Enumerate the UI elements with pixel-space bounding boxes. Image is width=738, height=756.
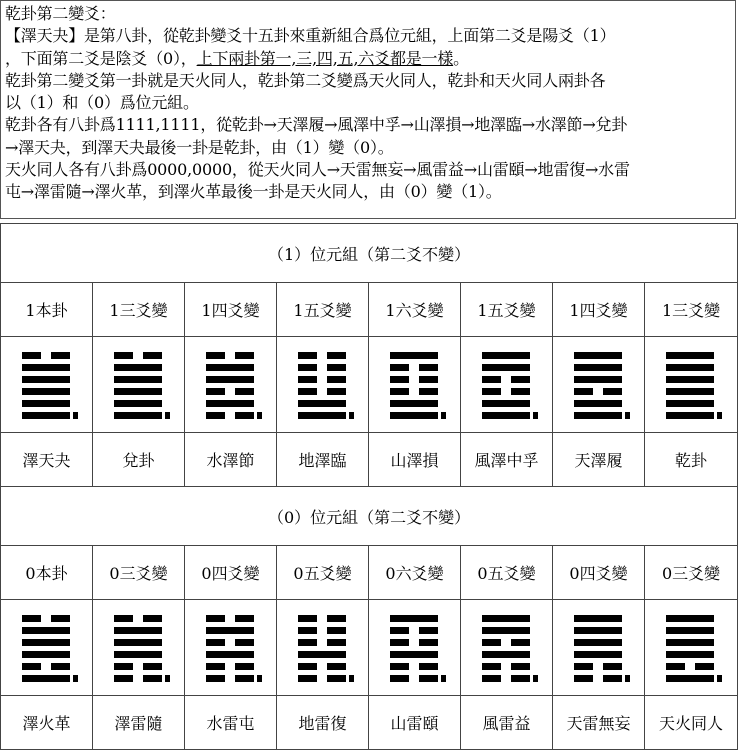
line-marker [257,675,262,682]
hexagram-1-8 [658,350,724,420]
hexagram-cell [645,600,738,696]
yang-line [206,376,254,383]
change-label: 0四爻變 [185,546,277,600]
yin-line-segment [327,615,346,622]
yang-line [666,639,714,646]
yang-line [666,388,714,395]
change-label: 0五爻變 [461,546,553,600]
line-marker [349,675,354,682]
hexagram-name: 地雷復 [277,696,369,750]
yin-line-segment [482,639,501,646]
hexagram-name: 風雷益 [461,696,553,750]
change-label: 1五爻變 [277,283,369,337]
yang-line [666,364,714,371]
yin-line-segment [419,663,438,670]
yin-line-segment [235,388,254,395]
yin-line-segment [51,663,70,670]
yin-line-segment [390,675,409,682]
yang-line [482,615,530,622]
change-label: 0三爻變 [93,546,185,600]
yin-line-segment [22,352,41,359]
yang-line [666,376,714,383]
yin-line-segment [574,663,593,670]
yin-line-segment [695,663,714,670]
yang-line [666,675,714,682]
yang-line [206,400,254,407]
hexagram-2-5 [382,613,448,683]
yang-line [666,627,714,634]
intro-line-2-end: 。 [453,48,469,68]
yang-line [206,651,254,658]
yang-line [22,675,70,682]
yin-line-segment [327,639,346,646]
yin-line-segment [419,376,438,383]
hexagram-name: 山雷頤 [369,696,461,750]
hexagram-2-3 [198,613,264,683]
yang-line [22,388,70,395]
yang-line [22,400,70,407]
yin-line-segment [206,615,225,622]
intro-line-4: 以（1）和（0）爲位元組。 [5,93,199,113]
yin-line-segment [482,376,501,383]
yin-line-segment [298,388,317,395]
yin-line-segment [114,663,133,670]
yang-line [574,352,622,359]
hexagram-cell [93,337,185,433]
yin-line-segment [511,388,530,395]
change-label: 0五爻變 [277,546,369,600]
intro-text-box [0,0,736,219]
hexagram-name: 水澤節 [185,433,277,487]
change-label: 0四爻變 [553,546,645,600]
yang-line [114,364,162,371]
intro-line-2 [5,48,732,70]
hexagram-1-5 [382,350,448,420]
yang-line [482,364,530,371]
hexagram-cell [645,337,738,433]
hexagram-name: 兌卦 [93,433,185,487]
yin-line-segment [511,663,530,670]
yin-line-segment [482,663,501,670]
yang-line [574,412,622,419]
hexagram-2-7 [566,613,632,683]
yin-line-segment [511,376,530,383]
yang-line [114,651,162,658]
hexagram-cell [461,600,553,696]
yang-line [390,615,438,622]
hexagram-cell [461,337,553,433]
hexagram-2-4 [290,613,356,683]
yang-line [114,388,162,395]
yin-line-segment [235,412,254,419]
yang-line [574,627,622,634]
hexagram-table [0,223,738,750]
yin-line-segment [327,627,346,634]
change-label: 1本卦 [1,283,93,337]
intro-heading: 乾卦第二變爻： [5,4,116,23]
yin-line-segment [206,663,225,670]
yin-line-segment [206,639,225,646]
yang-line [390,651,438,658]
yang-line [114,639,162,646]
yin-line-segment [390,376,409,383]
yang-line [666,651,714,658]
yin-line-segment [114,615,133,622]
line-marker [165,675,170,682]
intro-line-5: 乾卦各有八卦爲1111,1111，從乾卦→天澤履→風澤中孚→山澤損→地澤臨→水澤節→兌卦 [5,115,628,135]
hexagram-cell [553,600,645,696]
line-marker [533,675,538,682]
change-label: 1三爻變 [93,283,185,337]
hexagram-1-4 [290,350,356,420]
yin-line-segment [327,352,346,359]
yang-line [574,615,622,622]
yang-line [666,400,714,407]
hexagram-name: 澤天夬 [1,433,93,487]
change-label: 1六爻變 [369,283,461,337]
yang-line [574,639,622,646]
hexagram-cell [93,600,185,696]
yin-line-segment [235,675,254,682]
yin-line-segment [511,675,530,682]
change-label: 0六爻變 [369,546,461,600]
yin-line-segment [298,627,317,634]
hexagram-cell [185,337,277,433]
line-marker [717,675,722,682]
hexagram-2-1 [14,613,80,683]
yang-line [114,376,162,383]
yang-line [482,412,530,419]
yang-line [574,400,622,407]
yang-line [482,651,530,658]
yin-line-segment [298,376,317,383]
yang-line [22,364,70,371]
yang-line [206,364,254,371]
change-label: 1五爻變 [461,283,553,337]
hexagram-cell [553,337,645,433]
yang-line [22,627,70,634]
hexagram-cell [369,337,461,433]
yin-line-segment [327,376,346,383]
yin-line-segment [22,663,41,670]
yin-line-segment [327,388,346,395]
line-marker [73,675,78,682]
intro-line-2-start: ，下面第二爻是陰爻（0）， [5,48,197,68]
yin-line-segment [206,675,225,682]
hexagram-1-3 [198,350,264,420]
hexagram-name: 地澤臨 [277,433,369,487]
yang-line [298,412,346,419]
yang-line [22,639,70,646]
yin-line-segment [298,663,317,670]
yang-line [114,627,162,634]
yang-line [574,651,622,658]
yin-line-segment [419,639,438,646]
yang-line [666,352,714,359]
yang-line [390,352,438,359]
change-label: 1三爻變 [645,283,738,337]
yin-line-segment [390,663,409,670]
yang-line [390,412,438,419]
hexagram-1-6 [474,350,540,420]
hexagram-name: 乾卦 [645,433,738,487]
line-marker [349,412,354,419]
change-label: 0本卦 [1,546,93,600]
hexagram-name: 天雷無妄 [553,696,645,750]
yang-line [666,412,714,419]
yin-line-segment [143,663,162,670]
hexagram-name: 天澤履 [553,433,645,487]
line-marker [165,412,170,419]
yin-line-segment [482,388,501,395]
yang-line [390,400,438,407]
intro-line-6: →澤天夬，到澤天夬最後一卦是乾卦，由（1）變（0）。 [5,137,394,157]
hexagram-name: 山澤損 [369,433,461,487]
yin-line-segment [482,675,501,682]
yang-line [574,364,622,371]
yang-line [574,376,622,383]
yin-line-segment [327,364,346,371]
yang-line [482,627,530,634]
hexagram-name: 風澤中孚 [461,433,553,487]
yin-line-segment [574,388,593,395]
hexagram-cell [1,600,93,696]
hexagram-cell [185,600,277,696]
yang-line [666,615,714,622]
yin-line-segment [327,663,346,670]
intro-line-3: 乾卦第二變爻第一卦就是天火同人，乾卦第二爻變爲天火同人，乾卦和天火同人兩卦各 [5,70,606,90]
hexagram-2-2 [106,613,172,683]
yang-line [482,400,530,407]
intro-line-2-underlined: 上下兩卦第一,三,四,五,六爻都是一樣 [196,48,454,68]
yin-line-segment [511,639,530,646]
group-1-title: （1）位元組（第二爻不變） [1,224,738,283]
line-marker [717,412,722,419]
hexagram-name: 澤雷隨 [93,696,185,750]
hexagram-1-2 [106,350,172,420]
yin-line-segment [298,352,317,359]
hexagram-cell [1,337,93,433]
change-label: 0三爻變 [645,546,738,600]
intro-line-8: 屯→澤雷隨→澤火革，到澤火革最後一卦是天火同人，由（0）變（1）。 [5,182,502,202]
yin-line-segment [419,364,438,371]
hexagram-1-7 [566,350,632,420]
yin-line-segment [390,364,409,371]
yin-line-segment [206,352,225,359]
hexagram-1-1 [14,350,80,420]
yin-line-segment [603,388,622,395]
yin-line-segment [298,364,317,371]
yin-line-segment [298,639,317,646]
hexagram-name: 天火同人 [645,696,738,750]
yang-line [206,627,254,634]
hexagram-2-8 [658,613,724,683]
yin-line-segment [666,663,685,670]
line-marker [625,412,630,419]
yin-line-segment [114,675,133,682]
line-marker [257,412,262,419]
yin-line-segment [327,675,346,682]
yin-line-segment [143,615,162,622]
yin-line-segment [419,627,438,634]
yin-line-segment [419,388,438,395]
line-marker [441,412,446,419]
yin-line-segment [143,675,162,682]
yin-line-segment [22,615,41,622]
hexagram-cell [277,600,369,696]
yin-line-segment [603,675,622,682]
intro-line-7: 天火同人各有八卦爲0000,0000，從天火同人→天雷無妄→風雷益→山雷頤→地雷復→水雷 [5,160,630,180]
hexagram-cell [277,337,369,433]
yin-line-segment [51,615,70,622]
line-marker [625,675,630,682]
change-label: 1四爻變 [553,283,645,337]
yin-line-segment [298,615,317,622]
yin-line-segment [114,352,133,359]
yin-line-segment [574,675,593,682]
yin-line-segment [298,675,317,682]
line-marker [533,412,538,419]
yang-line [114,412,162,419]
yang-line [114,400,162,407]
yin-line-segment [235,352,254,359]
yang-line [298,651,346,658]
yang-line [22,651,70,658]
line-marker [441,675,446,682]
group-2-title: （0）位元組（第二爻不變） [1,487,738,546]
yin-line-segment [235,615,254,622]
yin-line-segment [51,352,70,359]
yin-line-segment [235,663,254,670]
yin-line-segment [419,675,438,682]
yin-line-segment [143,352,162,359]
yin-line-segment [206,412,225,419]
change-label: 1四爻變 [185,283,277,337]
line-marker [73,412,78,419]
yin-line-segment [390,388,409,395]
hexagram-cell [369,600,461,696]
yang-line [482,352,530,359]
yang-line [22,376,70,383]
yin-line-segment [390,639,409,646]
hexagram-name: 澤火革 [1,696,93,750]
hexagram-name: 水雷屯 [185,696,277,750]
yang-line [298,400,346,407]
yin-line-segment [603,663,622,670]
yang-line [22,412,70,419]
hexagram-2-6 [474,613,540,683]
yin-line-segment [390,627,409,634]
yin-line-segment [206,388,225,395]
yin-line-segment [235,639,254,646]
intro-line-1: 【澤天夬】是第八卦，從乾卦變爻十五卦來重新組合爲位元組，上面第二爻是陽爻（1） [5,26,616,46]
